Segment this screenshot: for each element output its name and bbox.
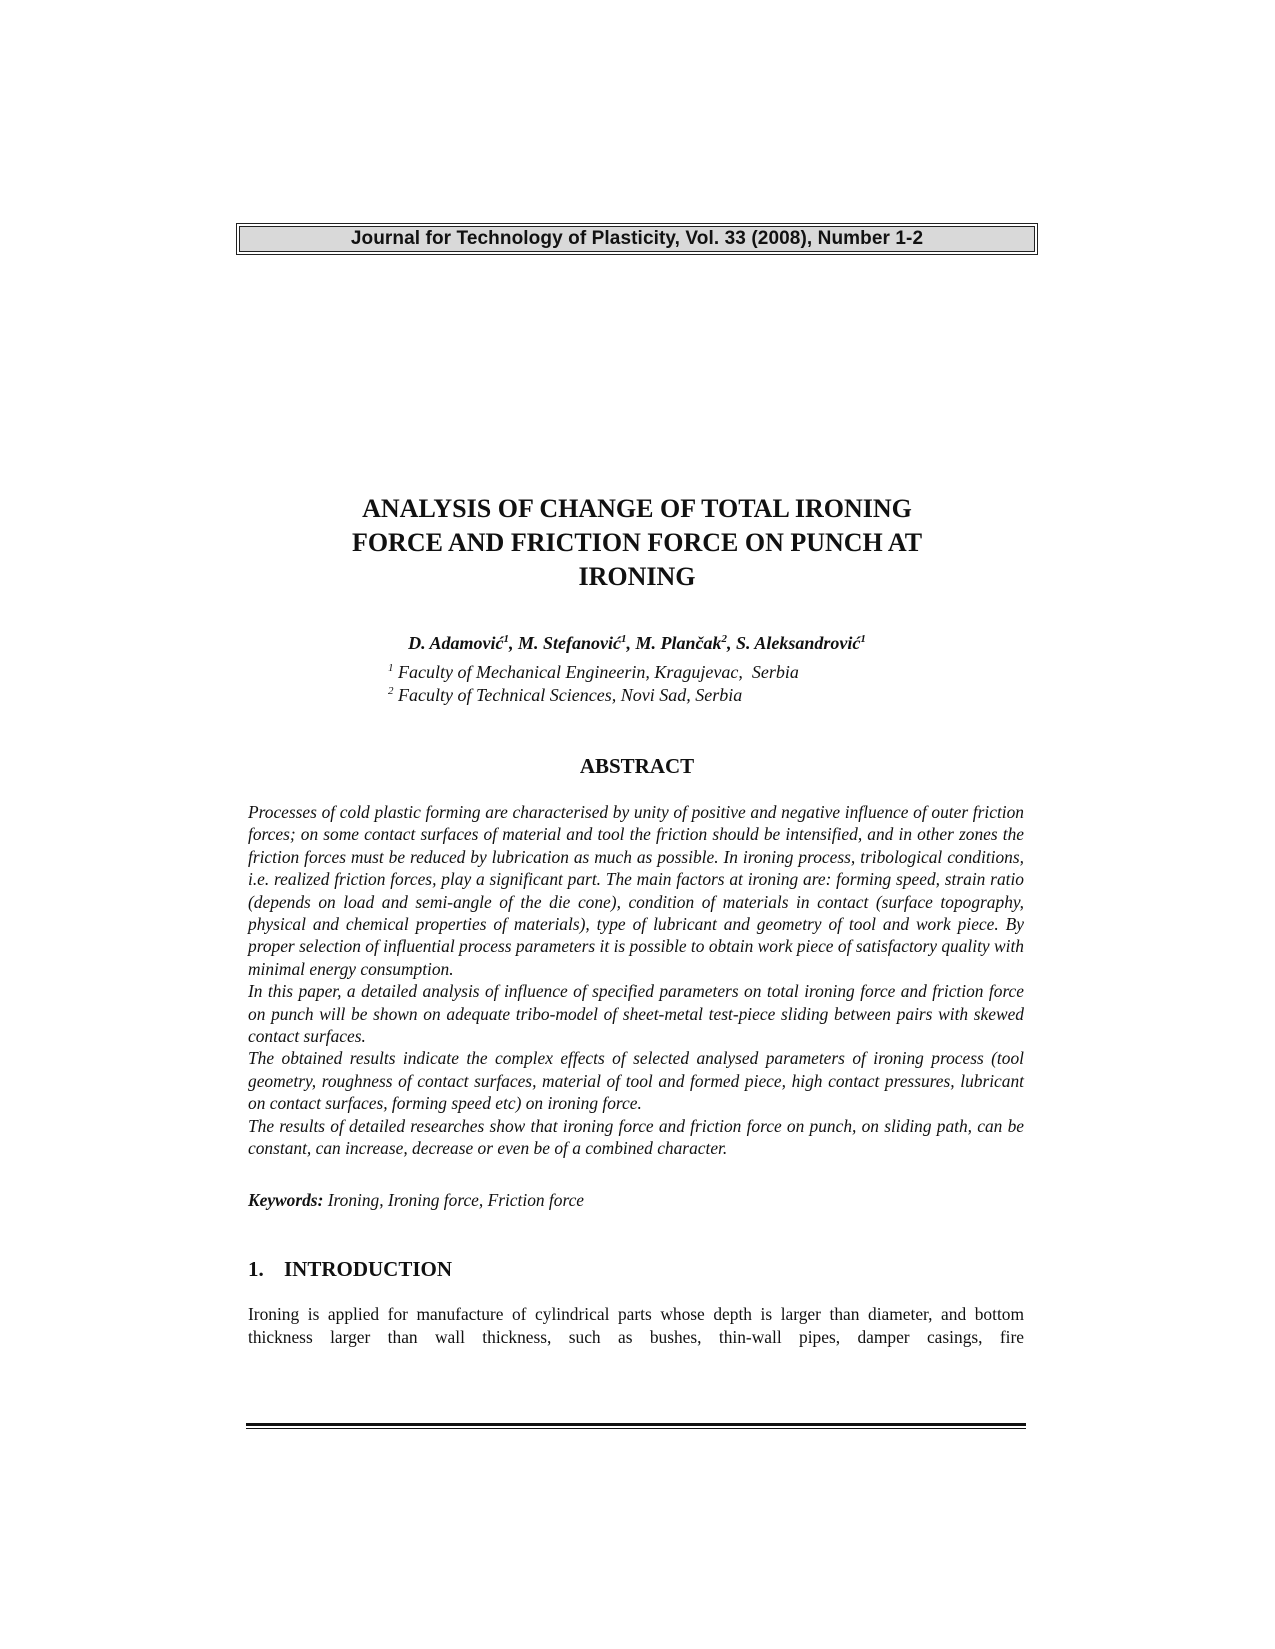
section-heading-introduction [248, 1257, 452, 1282]
author-affiliation-mark: 2 [721, 633, 727, 645]
keywords-label: Keywords: [248, 1190, 324, 1210]
section-title: INTRODUCTION [284, 1257, 453, 1281]
author-list: D. Adamović$^1$, M. Stefanović$^1$, M. Plančak$^2$, S. Aleksandrović$^1$ [408, 633, 866, 653]
affiliation-text: Faculty of Technical Sciences, Novi Sad, Serbia [398, 685, 743, 705]
title-line: FORCE AND FRICTION FORCE ON PUNCH AT [351, 528, 923, 557]
abstract-paragraph: The obtained results indicate the complex effects of selected analysed parameters of ironing process (tool geometry, roughness of contact surfaces, material of tool and formed piece, high contact pressures, lubricant on contact surfaces, forming speed etc) on ironing force. [248, 1048, 1024, 1114]
affiliation-list [388, 661, 799, 707]
abstract-heading: ABSTRACT [579, 754, 695, 778]
footer-double-rule [246, 1423, 1026, 1429]
affiliation-mark: 2 [388, 685, 394, 697]
title-line: IRONING [578, 562, 696, 591]
introduction-paragraph: Ironing is applied for manufacture of cylindrical parts whose depth is larger than diameter, and bottom thickness larger than wall thickness, such as bushes, thin-wall pipes, damper casings, fire [248, 1304, 1024, 1347]
journal-header-text: Journal for Technology of Plasticity, Vol. 33 (2008), Number 1-2 [239, 226, 1035, 252]
abstract-body [248, 801, 1024, 1160]
author-name: D. Adamović [408, 633, 504, 653]
keywords [248, 1189, 584, 1211]
footer-rule-thin [246, 1428, 1026, 1429]
abstract-paragraph: Processes of cold plastic forming are characterised by unity of positive and negative influence of outer friction forces; on some contact surfaces of material and tool the friction should be intensified, and in other zones the friction forces must be reduced by lubrication as much as possible. In ironing process, tribological conditions, i.e. realized friction forces, play a significant part. The main factors at ironing are: forming speed, strain ratio (depends on load and semi-angle of the die cone), condition of materials in contact (surface topography, physical and chemical properties of materials), type of lubricant and geometry of tool and work piece. By proper selection of influential process parameters it is possible to obtain work piece of satisfactory quality with minimal energy consumption. [248, 802, 1024, 979]
footer-rule-thick [246, 1423, 1026, 1426]
keywords-text: Ironing, Ironing force, Friction force [323, 1190, 585, 1210]
affiliation-mark: 1 [388, 662, 394, 674]
title-line: ANALYSIS OF CHANGE OF TOTAL IRONING [362, 494, 912, 523]
affiliation [388, 661, 799, 684]
journal-header-box [236, 223, 1038, 255]
paper-title [236, 492, 1038, 594]
author-name: M. Stefanović [517, 633, 621, 653]
author-affiliation-mark: 1 [620, 633, 627, 645]
author-name: S. Aleksandrović [736, 633, 861, 653]
author-affiliation-mark: 1 [503, 633, 509, 645]
affiliation [388, 684, 799, 707]
section-number: 1. [248, 1257, 264, 1281]
abstract-paragraph: In this paper, a detailed analysis of influence of specified parameters on total ironing force and friction force on punch will be shown on adequate tribo-model of sheet-metal test-piece sliding between pairs with skewed contact surfaces. [248, 981, 1024, 1047]
affiliation-text: Faculty of Mechanical Engineerin, Kragujevac, Serbia [398, 662, 799, 682]
author-name: M. Plančak [635, 633, 722, 653]
author-affiliation-mark: 1 [860, 633, 866, 645]
abstract-paragraph: The results of detailed researches show that ironing force and friction force on punch, on sliding path, can be constant, can increase, decrease or even be of a combined character. [248, 1115, 1024, 1159]
